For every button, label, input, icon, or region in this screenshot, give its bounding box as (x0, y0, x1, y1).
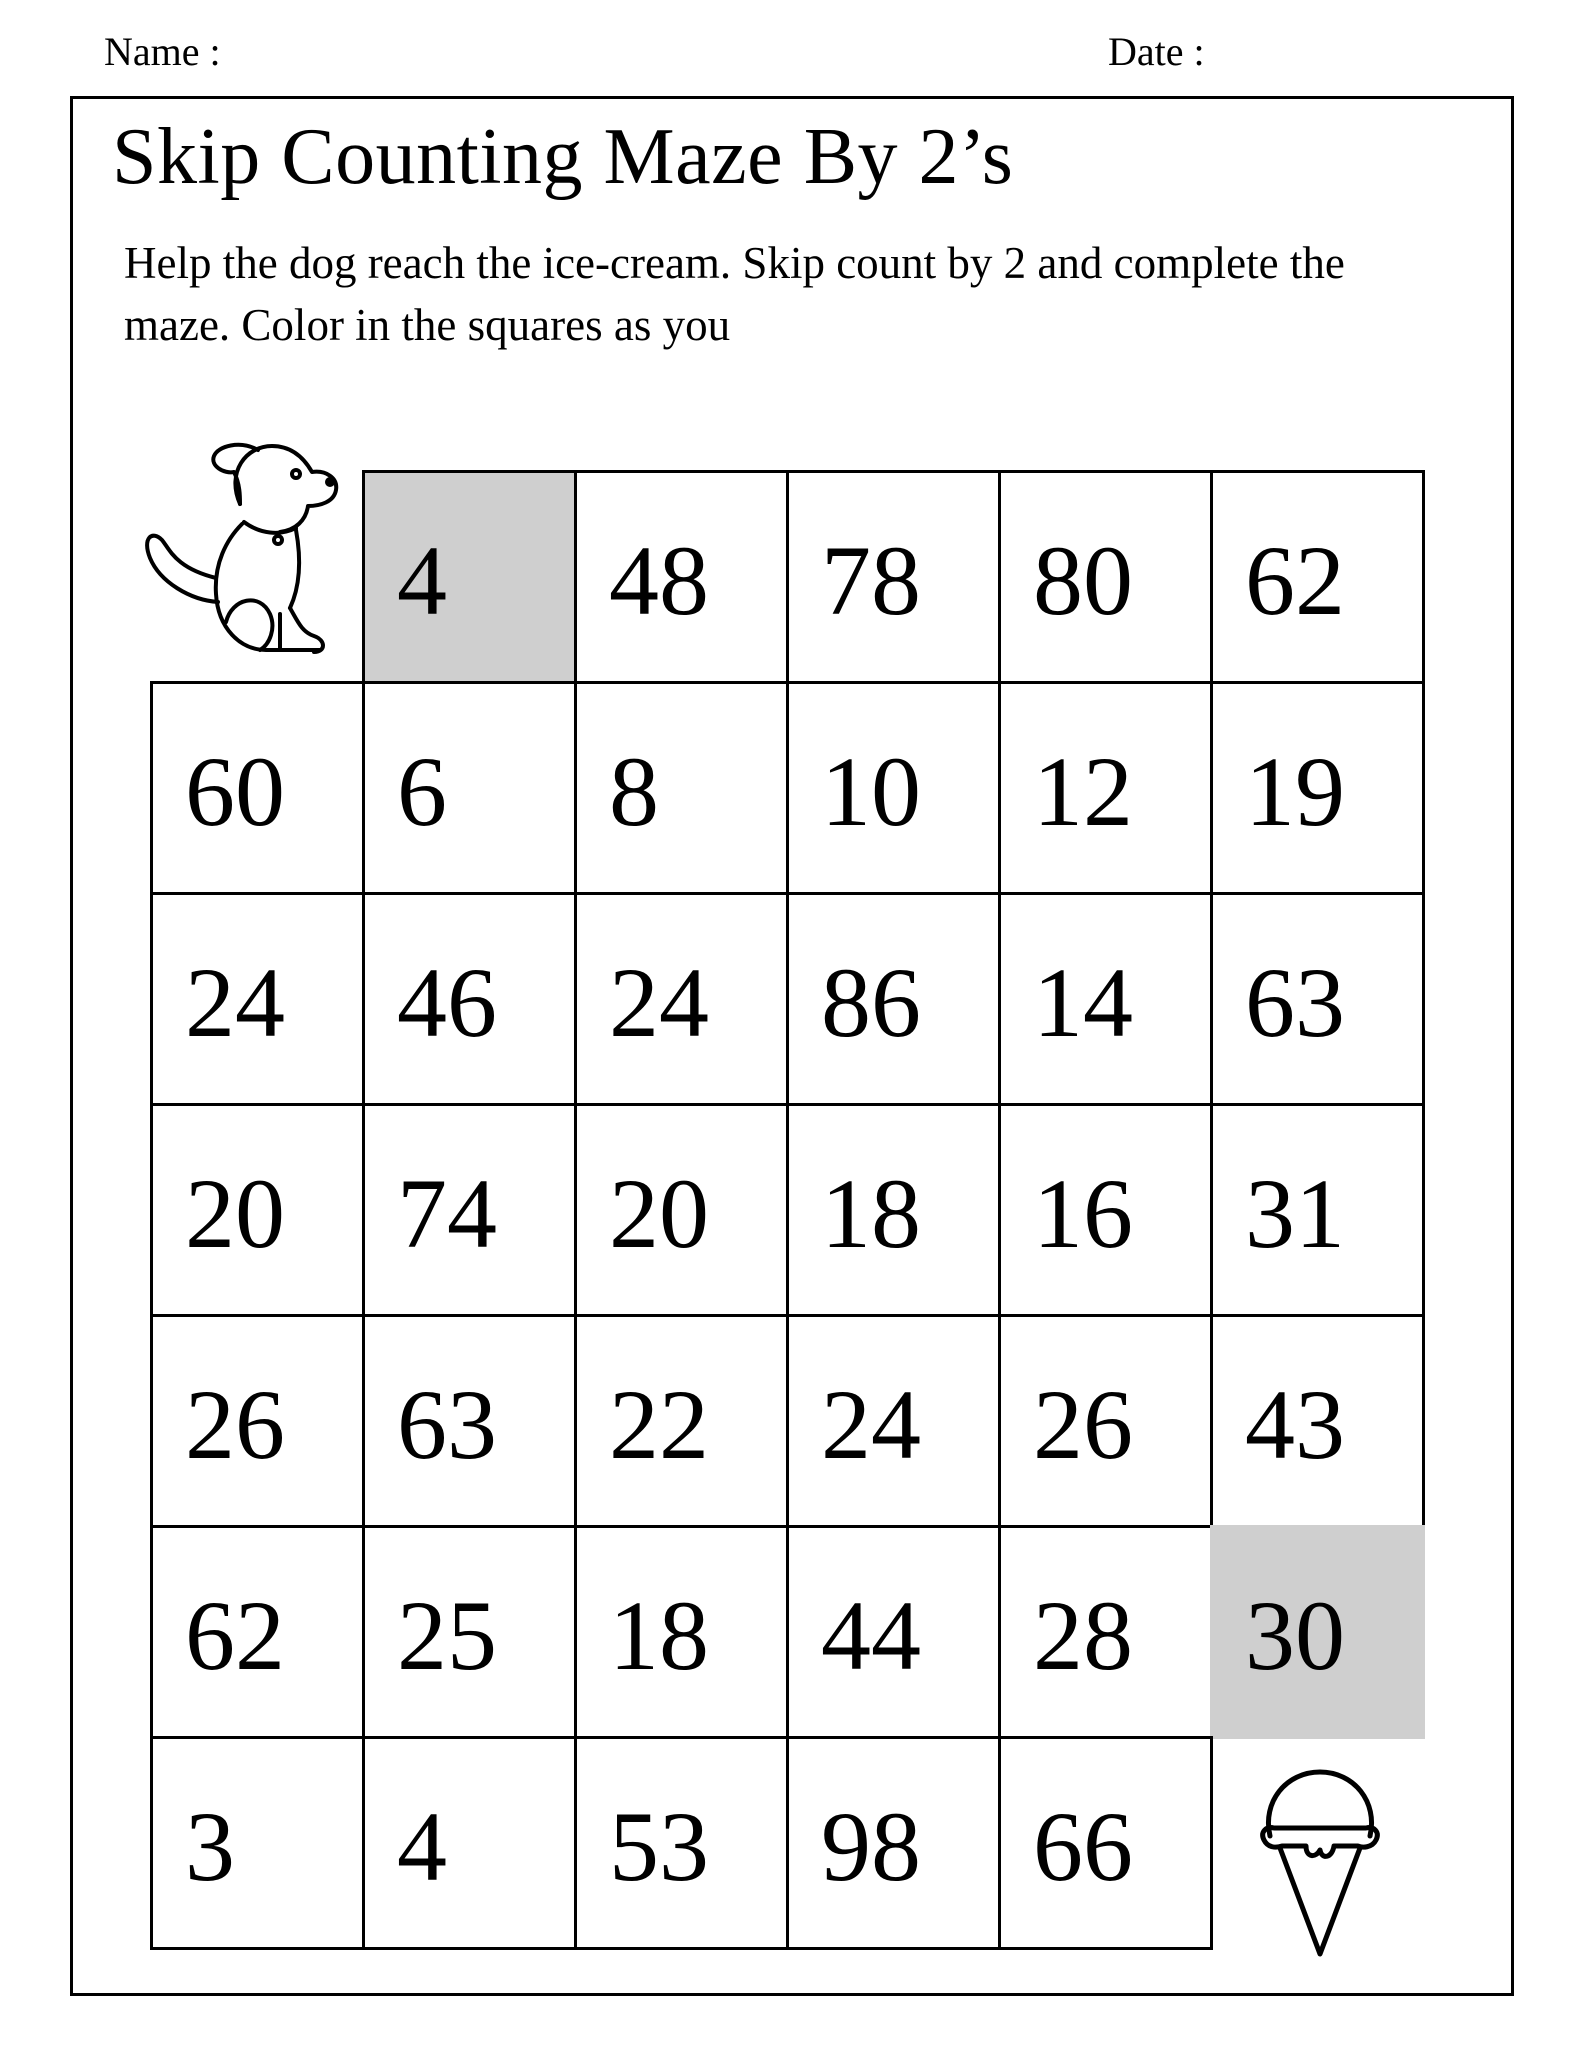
maze-cell[interactable]: 48 (574, 470, 789, 684)
maze-cell[interactable]: 6 (362, 681, 577, 895)
maze-cell[interactable]: 18 (786, 1103, 1001, 1317)
maze-cell[interactable]: 3 (150, 1736, 365, 1950)
maze-cell[interactable]: 4 (362, 1736, 577, 1950)
maze-cell[interactable]: 31 (1210, 1103, 1425, 1317)
dog-icon (130, 432, 350, 662)
maze-cell[interactable]: 25 (362, 1525, 577, 1739)
date-label: Date : (1108, 29, 1205, 74)
maze-cell[interactable]: 19 (1210, 681, 1425, 895)
name-label: Name : (104, 29, 221, 74)
maze-cell[interactable]: 20 (150, 1103, 365, 1317)
maze-cell[interactable]: 86 (786, 892, 1001, 1106)
maze-cell[interactable]: 66 (998, 1736, 1213, 1950)
maze-cell[interactable]: 8 (574, 681, 789, 895)
worksheet-title: Skip Counting Maze By 2’s (112, 113, 1014, 201)
maze-cell[interactable]: 80 (998, 470, 1213, 684)
maze-cell[interactable]: 24 (786, 1314, 1001, 1528)
maze-cell[interactable]: 74 (362, 1103, 577, 1317)
maze-cell[interactable]: 63 (1210, 892, 1425, 1106)
maze-cell[interactable]: 18 (574, 1525, 789, 1739)
maze-cell[interactable]: 10 (786, 681, 1001, 895)
maze-cell[interactable]: 28 (998, 1525, 1213, 1739)
maze-cell[interactable]: 14 (998, 892, 1213, 1106)
maze-cell[interactable]: 60 (150, 681, 365, 895)
maze-cell[interactable]: 26 (150, 1314, 365, 1528)
maze-cell[interactable]: 62 (1210, 470, 1425, 684)
maze-cell[interactable]: 4 (362, 470, 577, 684)
maze-cell[interactable]: 16 (998, 1103, 1213, 1317)
maze-cell[interactable]: 20 (574, 1103, 789, 1317)
maze-cell[interactable]: 44 (786, 1525, 1001, 1739)
maze-cell[interactable]: 62 (150, 1525, 365, 1739)
maze-cell[interactable]: 24 (150, 892, 365, 1106)
maze-cell[interactable]: 26 (998, 1314, 1213, 1528)
maze-cell[interactable]: 46 (362, 892, 577, 1106)
maze-cell[interactable]: 22 (574, 1314, 789, 1528)
maze-cell[interactable]: 24 (574, 892, 789, 1106)
maze-cell[interactable]: 78 (786, 470, 1001, 684)
maze-cell[interactable]: 98 (786, 1736, 1001, 1950)
instructions-text: Help the dog reach the ice-cream. Skip count by 2 and complete the maze. Color in the squares as you (124, 238, 1345, 350)
maze-cell[interactable]: 63 (362, 1314, 577, 1528)
maze-cell[interactable]: 30 (1210, 1525, 1425, 1739)
ice-cream-icon (1250, 1762, 1390, 1962)
maze-cell[interactable]: 53 (574, 1736, 789, 1950)
maze-cell[interactable]: 12 (998, 681, 1213, 895)
maze-cell[interactable]: 43 (1210, 1314, 1425, 1528)
